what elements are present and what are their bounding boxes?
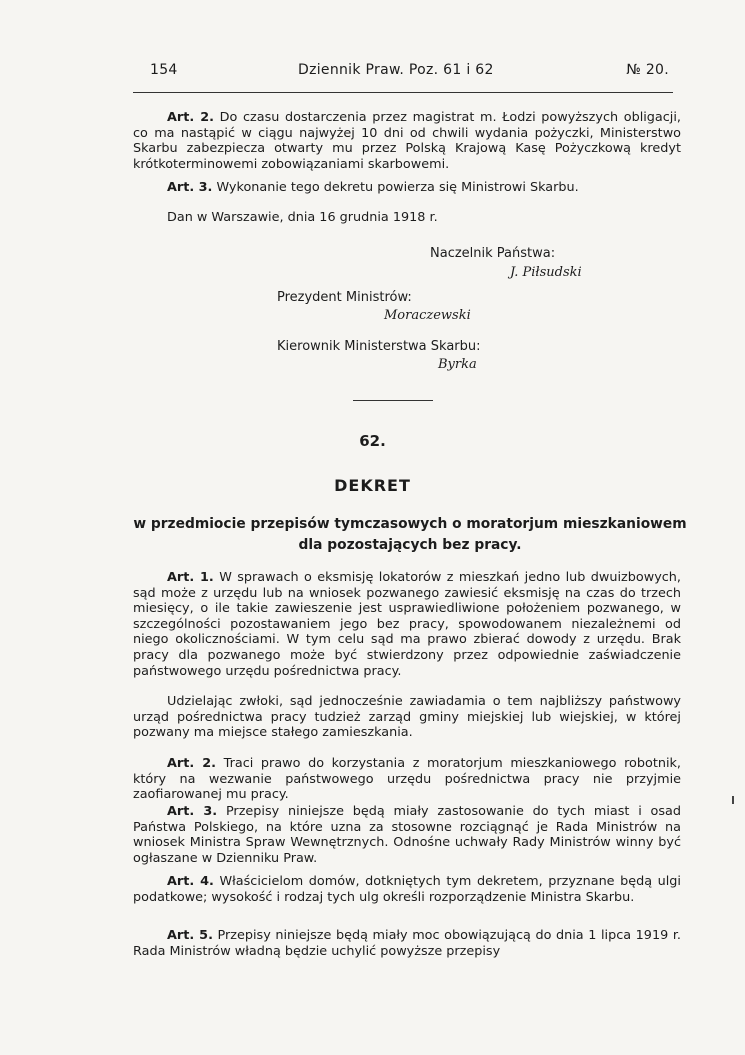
signature-label: Naczelnik Państwa: <box>430 246 556 261</box>
issue-number: № 20. <box>626 62 669 78</box>
signature-name: J. Piłsudski <box>510 265 582 280</box>
date-line <box>133 210 681 226</box>
article-1-paragraph-2 <box>133 694 681 741</box>
article-label: Art. 1. <box>167 570 214 585</box>
article-text: Udzielając zwłoki, sąd jednocześnie zawiadamia o tem najbliższy państwowy urząd pośrednictwa pracy tudzież zarząd gminy miejskiej lub wiejskiej, w której pozwany ma miejsce stałego zamieszkania. <box>133 694 681 741</box>
page-number: 154 <box>150 62 178 78</box>
article-label: Art. 2. <box>167 110 214 125</box>
article-3 <box>133 804 681 866</box>
decree-number: 62. <box>359 432 386 450</box>
article-label: Art. 4. <box>167 874 214 889</box>
article-label: Art. 3. <box>167 180 213 195</box>
journal-title: Dziennik Praw. Poz. 61 i 62 <box>298 62 494 78</box>
signature-name: Moraczewski <box>384 308 471 323</box>
article-text: Właścicielom domów, dotkniętych tym dekretem, przyznane będą ulgi podatkowe; wysokość i rodzaj tych ulg określi rozporządzenie Ministra Skarbu. <box>133 874 681 905</box>
running-header <box>150 62 669 82</box>
section-divider <box>353 400 433 401</box>
article-label: Art. 3. <box>167 804 218 819</box>
article-text: Do czasu dostarczenia przez magistrat m. Łodzi powyższych obligacji, co ma nastąpić w ciągu najwyżej 10 dni od chwili wydania pożyczki, Ministerstwo Skarbu zabezpiecza otwarty mu przez Polską Krajową Kasę Pożyczkową kredyt krótkoterminowemi zobowiązaniami skarbowemi. <box>133 110 681 172</box>
article-text: W sprawach o eksmisję lokatorów z mieszkań jedno lub dwuizbowych, sąd może z urzędu lub na wniosek pozwanego zawiesić eksmisję na czas do trzech miesięcy, o ile takie zawieszenie jest usprawiedliwione położeniem pozwanego, w szczególności pozostawaniem jego bez pracy, spowodowanem niezależnemi od niego okolicznościami. W tym celu sąd ma prawo zbierać dowody z urzędu. Brak pracy dla pozwanego może być stwierdzony przez odpowiednie zaświadczenie państwowego urzędu pośrednictwa pracy. <box>133 570 681 679</box>
article-text: Przepisy niniejsze będą miały zastosowanie do tych miast i osad Państwa Polskiego, na które uzna za stosowne rozciągnąć je Rada Ministrów na wniosek Ministra Spraw Wewnętrznych. Odnośne uchwały Rady Ministrów winny być ogłaszane w Dzienniku Praw. <box>133 804 681 866</box>
margin-mark <box>732 796 734 804</box>
decree-heading: DEKRET <box>334 476 411 495</box>
article-5 <box>133 928 681 959</box>
article-text: Przepisy niniejsze będą miały moc obowiązującą do dnia 1 lipca 1919 r. Rada Ministrów władną będzie uchylić powyższe przepisy <box>133 928 681 959</box>
date-text: Dan w Warszawie, dnia 16 grudnia 1918 r. <box>167 210 438 225</box>
article-text: Traci prawo do korzystania z moratorjum mieszkaniowego robotnik, który na wezwanie państwowego urzędu pośrednictwa pracy nie przyjmie zaofiarowanej mu pracy. <box>133 756 681 803</box>
article-label: Art. 2. <box>167 756 216 771</box>
article-4 <box>133 874 681 905</box>
header-rule <box>133 92 673 93</box>
article-text: Wykonanie tego dekretu powierza się Ministrowi Skarbu. <box>216 180 579 195</box>
prev-art-2 <box>133 110 681 172</box>
decree-subject: w przedmiocie przepisów tymczasowych o moratorjum mieszkaniowem dla pozostających bez pracy. <box>133 516 687 553</box>
article-label: Art. 5. <box>167 928 213 943</box>
prev-art-3 <box>133 180 681 196</box>
signature-label: Prezydent Ministrów: <box>277 290 412 305</box>
article-2 <box>133 756 681 803</box>
article-1 <box>133 570 681 679</box>
signature-name: Byrka <box>438 357 477 372</box>
signature-label: Kierownik Ministerstwa Skarbu: <box>277 339 481 354</box>
